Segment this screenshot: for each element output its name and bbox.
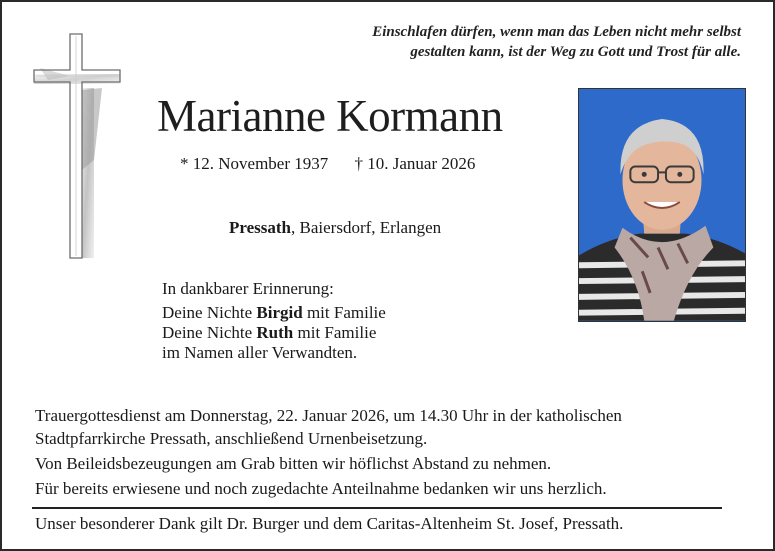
birth-date: * 12. November 1937 [180, 154, 329, 173]
mourner-name: Ruth [256, 323, 294, 342]
service-line-1: Trauergottesdienst am Donnerstag, 22. Januar 2026, um 14.30 Uhr in der katholischen [35, 406, 622, 425]
divider [32, 507, 722, 509]
death-date: † 10. Januar 2026 [354, 154, 476, 173]
motto-quote [261, 22, 741, 62]
mourner-suffix: mit Familie [302, 303, 386, 322]
mourner-line [162, 303, 542, 323]
service-line-3: Von Beileidsbezeugungen am Grab bitten wir höflichst Abstand zu nehmen. [35, 454, 552, 473]
service-line-2: Stadtpfarrkirche Pressath, anschließend Urnenbeisetzung. [35, 429, 428, 448]
deceased-name: Marianne Kormann [157, 91, 503, 141]
mourners-closing: im Namen aller Verwandten. [162, 343, 358, 362]
service-info [35, 404, 755, 500]
mourner-prefix: Deine Nichte [162, 323, 257, 342]
motto-line-2: gestalten kann, ist der Weg zu Gott und Trost für alle. [410, 44, 741, 60]
portrait-photo [578, 88, 746, 322]
cross-icon [30, 30, 126, 262]
place-rest: , Baiersdorf, Erlangen [291, 218, 442, 237]
mourner-prefix: Deine Nichte [162, 303, 257, 322]
motto-line-1: Einschlafen dürfen, wenn man das Leben nicht mehr selbst [372, 24, 741, 40]
mourner-suffix: mit Familie [293, 323, 377, 342]
mourners-intro: In dankbarer Erinnerung: [162, 279, 334, 298]
mourner-name: Birgid [256, 303, 303, 322]
places-line [229, 217, 529, 239]
thanks-line: Unser besonderer Dank gilt Dr. Burger und dem Caritas-Altenheim St. Josef, Pressath. [35, 514, 624, 533]
life-dates [180, 153, 560, 175]
mourner-line [162, 323, 542, 343]
place-primary: Pressath [229, 218, 292, 237]
mourners-block [162, 279, 542, 363]
service-line-4: Für bereits erwiesene und noch zugedachte Anteilnahme bedanken wir uns herzlich. [35, 479, 607, 498]
